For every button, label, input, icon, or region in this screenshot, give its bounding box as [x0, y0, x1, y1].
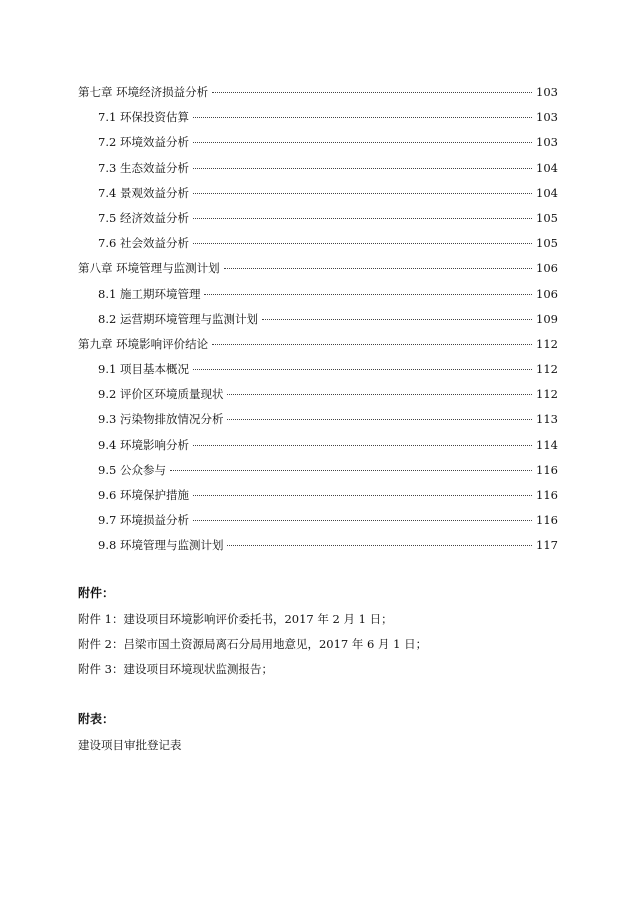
toc-entry-label: 7.2 环境效益分析 [98, 135, 189, 150]
attachment-item-2: 附件 2：吕梁市国土资源局离石分局用地意见，2017 年 6 月 1 日； [78, 637, 428, 651]
toc-entry-label: 8.1 施工期环境管理 [98, 286, 201, 301]
toc-leader-dots [212, 343, 532, 345]
toc-leader-dots [193, 167, 532, 169]
toc-leader-dots [212, 91, 532, 93]
toc-entry-page: 114 [536, 437, 558, 452]
table-item-1: 建设项目审批登记表 [78, 738, 182, 752]
toc-entry-label: 9.2 评价区环境质量现状 [98, 387, 224, 402]
toc-entry-label: 7.5 经济效益分析 [98, 210, 189, 225]
toc-entry-label: 7.6 社会效益分析 [98, 236, 189, 251]
toc-entry-page: 116 [536, 488, 558, 502]
attachment-item-1: 附件 1：建设项目环境影响评价委托书，2017 年 2 月 1 日； [78, 612, 393, 626]
toc-leader-dots [193, 242, 532, 244]
toc-entry[interactable] [78, 82, 558, 107]
attachment-item-3: 附件 3：建设项目环境现状监测报告； [78, 662, 273, 676]
attachments-heading: 附件： [78, 586, 115, 600]
toc-entry-page: 109 [536, 311, 558, 326]
toc-entry-page: 105 [536, 236, 558, 251]
toc-entry[interactable] [78, 435, 558, 460]
toc-entry-label: 9.1 项目基本概况 [98, 362, 189, 377]
toc-leader-dots [227, 418, 532, 420]
toc-entry[interactable] [78, 258, 558, 283]
toc-entry[interactable] [78, 158, 558, 183]
toc-entry-page: 112 [536, 336, 558, 351]
toc-leader-dots [227, 544, 532, 546]
toc-entry[interactable] [78, 208, 558, 233]
toc-leader-dots [193, 519, 532, 521]
toc-entry[interactable] [78, 384, 558, 409]
toc-entry-page: 103 [536, 85, 558, 99]
toc-entry-page: 106 [536, 261, 558, 276]
toc-leader-dots [224, 267, 532, 269]
toc-entry[interactable] [78, 284, 558, 309]
toc-entry[interactable] [78, 334, 558, 359]
toc-entry[interactable] [78, 510, 558, 535]
toc-entry-label: 9.5 公众参与 [98, 462, 166, 477]
toc-entry-page: 116 [536, 513, 558, 528]
toc-entry[interactable] [78, 132, 558, 157]
table-of-contents [78, 82, 558, 561]
toc-entry-page: 117 [536, 538, 558, 553]
toc-leader-dots [204, 293, 532, 295]
toc-entry-page: 112 [536, 387, 558, 402]
toc-entry-label: 9.7 环境损益分析 [98, 513, 189, 528]
toc-entry[interactable] [78, 359, 558, 384]
toc-entry[interactable] [78, 460, 558, 485]
toc-entry-page: 113 [536, 412, 558, 427]
toc-entry[interactable] [78, 485, 558, 510]
toc-leader-dots [262, 318, 532, 320]
tables-heading: 附表： [78, 712, 115, 726]
toc-entry-label: 9.3 污染物排放情况分析 [98, 412, 224, 427]
toc-leader-dots [193, 368, 532, 370]
toc-entry-page: 116 [536, 462, 558, 477]
toc-entry-label: 第九章 环境影响评价结论 [78, 336, 209, 351]
toc-entry-page: 105 [536, 210, 558, 225]
toc-entry[interactable] [78, 409, 558, 434]
toc-entry-label: 9.4 环境影响分析 [98, 437, 189, 452]
toc-leader-dots [193, 192, 532, 194]
toc-entry-page: 112 [536, 362, 558, 377]
toc-leader-dots [193, 116, 532, 118]
toc-entry-page: 104 [536, 160, 558, 175]
toc-entry[interactable] [78, 233, 558, 258]
toc-leader-dots [170, 469, 532, 471]
toc-entry[interactable] [78, 183, 558, 208]
toc-entry-page: 106 [536, 286, 558, 301]
toc-entry[interactable] [78, 535, 558, 560]
toc-entry-label: 7.1 环保投资估算 [98, 110, 189, 125]
toc-leader-dots [193, 444, 532, 446]
toc-entry[interactable] [78, 107, 558, 132]
toc-entry-page: 104 [536, 185, 558, 200]
toc-entry[interactable] [78, 309, 558, 334]
toc-entry-label: 9.6 环境保护措施 [98, 488, 189, 502]
toc-leader-dots [193, 217, 532, 219]
toc-entry-label: 第八章 环境管理与监测计划 [78, 261, 220, 276]
toc-leader-dots [193, 141, 532, 143]
toc-entry-page: 103 [536, 135, 558, 150]
toc-entry-label: 9.8 环境管理与监测计划 [98, 538, 224, 553]
toc-entry-page: 103 [536, 110, 558, 125]
toc-entry-label: 7.4 景观效益分析 [98, 185, 189, 200]
toc-entry-label: 第七章 环境经济损益分析 [78, 85, 209, 99]
toc-entry-label: 7.3 生态效益分析 [98, 160, 189, 175]
toc-entry-label: 8.2 运营期环境管理与监测计划 [98, 311, 258, 326]
toc-leader-dots [193, 494, 532, 496]
toc-leader-dots [227, 393, 532, 395]
